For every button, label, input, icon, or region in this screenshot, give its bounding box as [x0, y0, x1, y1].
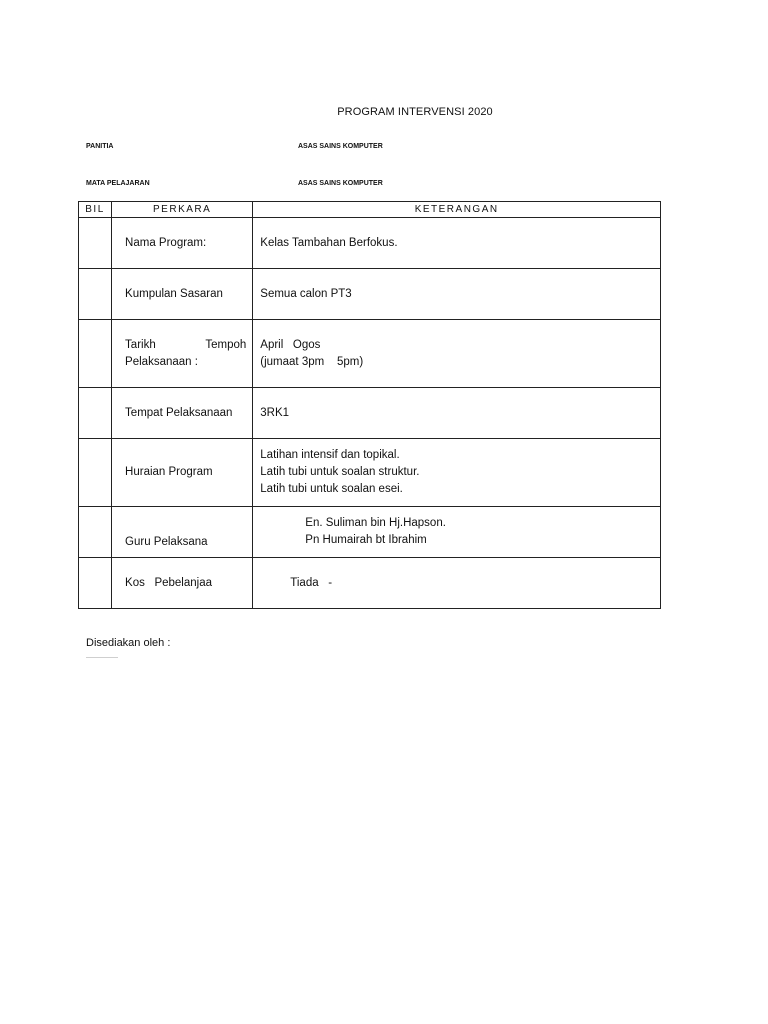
perkara-cell: Tempat Pelaksanaan	[112, 388, 253, 439]
subject-value: ASAS SAINS KOMPUTER	[298, 180, 383, 187]
bil-cell	[79, 218, 112, 269]
header-keterangan: KETERANGAN	[253, 202, 661, 218]
keterangan-line: April Ogos	[260, 338, 321, 351]
perkara-cell: Huraian Program	[112, 439, 253, 507]
keterangan-line: Latihan intensif dan topikal.	[260, 449, 400, 461]
program-table	[78, 201, 661, 609]
perkara-word: Tempoh	[205, 338, 247, 351]
perkara-cell: Nama Program:	[112, 218, 253, 269]
subject-label: MATA PELAJARAN	[86, 180, 150, 187]
header-perkara: PERKARA	[112, 202, 253, 218]
keterangan-cell	[253, 320, 661, 388]
keterangan-line: Tiada -	[290, 576, 333, 589]
bil-cell	[79, 269, 112, 320]
perkara-cell	[112, 320, 253, 388]
table-row	[79, 320, 661, 388]
table-row	[79, 269, 661, 320]
keterangan-line: Semua calon PT3	[260, 287, 352, 300]
keterangan-line: Latih tubi untuk soalan struktur.	[260, 466, 420, 478]
keterangan-cell	[253, 269, 661, 320]
keterangan-line: (jumaat 3pm 5pm)	[260, 355, 364, 368]
table-row	[79, 507, 661, 558]
perkara-word: Tarikh	[125, 338, 156, 351]
prepared-by-label: Disediakan oleh :	[86, 637, 171, 649]
keterangan-cell	[253, 439, 661, 507]
keterangan-cell	[253, 218, 661, 269]
panitia-label: PANITIA	[86, 143, 114, 150]
bil-cell	[79, 388, 112, 439]
perkara-cell: Kumpulan Sasaran	[112, 269, 253, 320]
table-row	[79, 558, 661, 609]
keterangan-cell	[253, 388, 661, 439]
table-header-row	[79, 202, 661, 218]
header-bil: BIL	[79, 202, 112, 218]
panitia-value: ASAS SAINS KOMPUTER	[298, 143, 383, 150]
perkara-cell: Kos Pebelanjaa	[112, 558, 253, 609]
bil-cell	[79, 439, 112, 507]
signature-line	[86, 657, 118, 658]
keterangan-line: 3RK1	[260, 406, 290, 419]
table-row	[79, 439, 661, 507]
perkara-line	[125, 337, 246, 354]
keterangan-line: Latih tubi untuk soalan esei.	[260, 483, 403, 495]
keterangan-line: En. Suliman bin Hj.Hapson.	[305, 517, 446, 529]
perkara-cell: Guru Pelaksana	[112, 507, 253, 558]
keterangan-line: Pn Humairah bt Ibrahim	[305, 534, 427, 546]
bil-cell	[79, 320, 112, 388]
keterangan-cell	[253, 507, 661, 558]
perkara-line: Pelaksanaan :	[125, 355, 198, 368]
keterangan-cell	[253, 558, 661, 609]
document-title: PROGRAM INTERVENSI 2020	[337, 106, 493, 118]
bil-cell	[79, 507, 112, 558]
bil-cell	[79, 558, 112, 609]
table-row	[79, 218, 661, 269]
table-row	[79, 388, 661, 439]
keterangan-line: Kelas Tambahan Berfokus.	[260, 236, 398, 249]
